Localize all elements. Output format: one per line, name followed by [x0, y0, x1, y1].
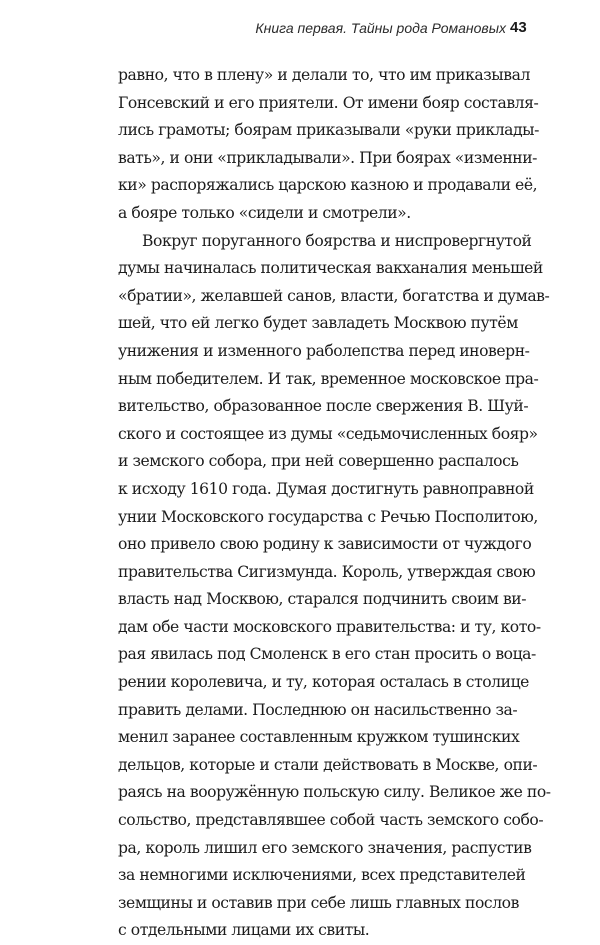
text-line: оно привело свою родину к зависимости от чуждого [118, 535, 532, 554]
text-line: вать», и они «прикладывали». При боярах «изменни- [118, 148, 537, 167]
text-line: раясь на вооружённую польскую силу. Великое же по- [118, 783, 551, 802]
text-line: ным победителем. И так, временное московское пра- [118, 369, 539, 388]
text-line: земщины и оставив при себе лишь главных послов [118, 893, 519, 912]
text-line: править делами. Последнюю он насильственно за- [118, 700, 518, 719]
text-line: с отдельными лицами их свиты. [118, 921, 370, 940]
text-line: к исходу 1610 года. Думая достигнуть равноправной [118, 479, 534, 498]
text-line: а бояре только «сидели и смотрели». [118, 203, 411, 222]
page-number: 43 [510, 19, 527, 36]
text-line: ра, король лишил его земского значения, распустив [118, 838, 532, 857]
text-line: власть над Москвою, старался подчинить своим ви- [118, 590, 527, 609]
text-line: лись грамоты; боярам приказывали «руки приклады- [118, 121, 539, 140]
text-line: менил заранее составленным кружком тушинских [118, 728, 520, 747]
text-line: дельцов, которые и стали действовать в Москве, опи- [118, 755, 538, 774]
body-text [118, 62, 551, 945]
text-line: сольство, представлявшее собой часть земского собо- [118, 811, 544, 830]
text-line: вительство, образованное после свержения В. Шуй- [118, 397, 529, 416]
text-line: Вокруг поруганного боярства и ниспровергнутой [142, 231, 532, 250]
paragraph [118, 228, 551, 945]
text-line: правительства Сигизмунда. Король, утверждая свою [118, 562, 536, 581]
text-line: ки» распоряжались царскою казною и продавали её, [118, 176, 538, 195]
text-line: Гонсевский и его приятели. От имени бояр составля- [118, 93, 539, 112]
text-line: равно, что в плену» и делали то, что им приказывал [118, 66, 530, 84]
text-line: рая явилась под Смоленск в его стан просить о воца- [118, 645, 536, 664]
running-title: Книга первая. Тайны рода Романовых [255, 20, 506, 36]
text-line: рении королевича, и ту, которая осталась в столице [118, 673, 529, 692]
text-line: унижения и изменного раболепства перед иноверн- [118, 341, 530, 360]
text-line: шей, что ей легко будет завладеть Москвою путём [118, 314, 518, 333]
text-line: ского и состоящее из думы «седьмочисленных бояр» [118, 424, 538, 443]
paragraph [118, 62, 539, 228]
text-line: за немногими исключениями, всех представителей [118, 866, 526, 885]
text-line: унии Московского государства с Речью Посполитою, [118, 507, 538, 526]
text-line: думы начиналась политическая вакханалия меньшей [118, 259, 543, 278]
text-line: дам обе части московского правительства: и ту, кото- [118, 617, 541, 636]
text-line: и земского собора, при ней совершенно распалось [118, 452, 519, 471]
text-line: «братии», желавшей санов, власти, богатства и думав- [118, 286, 550, 305]
